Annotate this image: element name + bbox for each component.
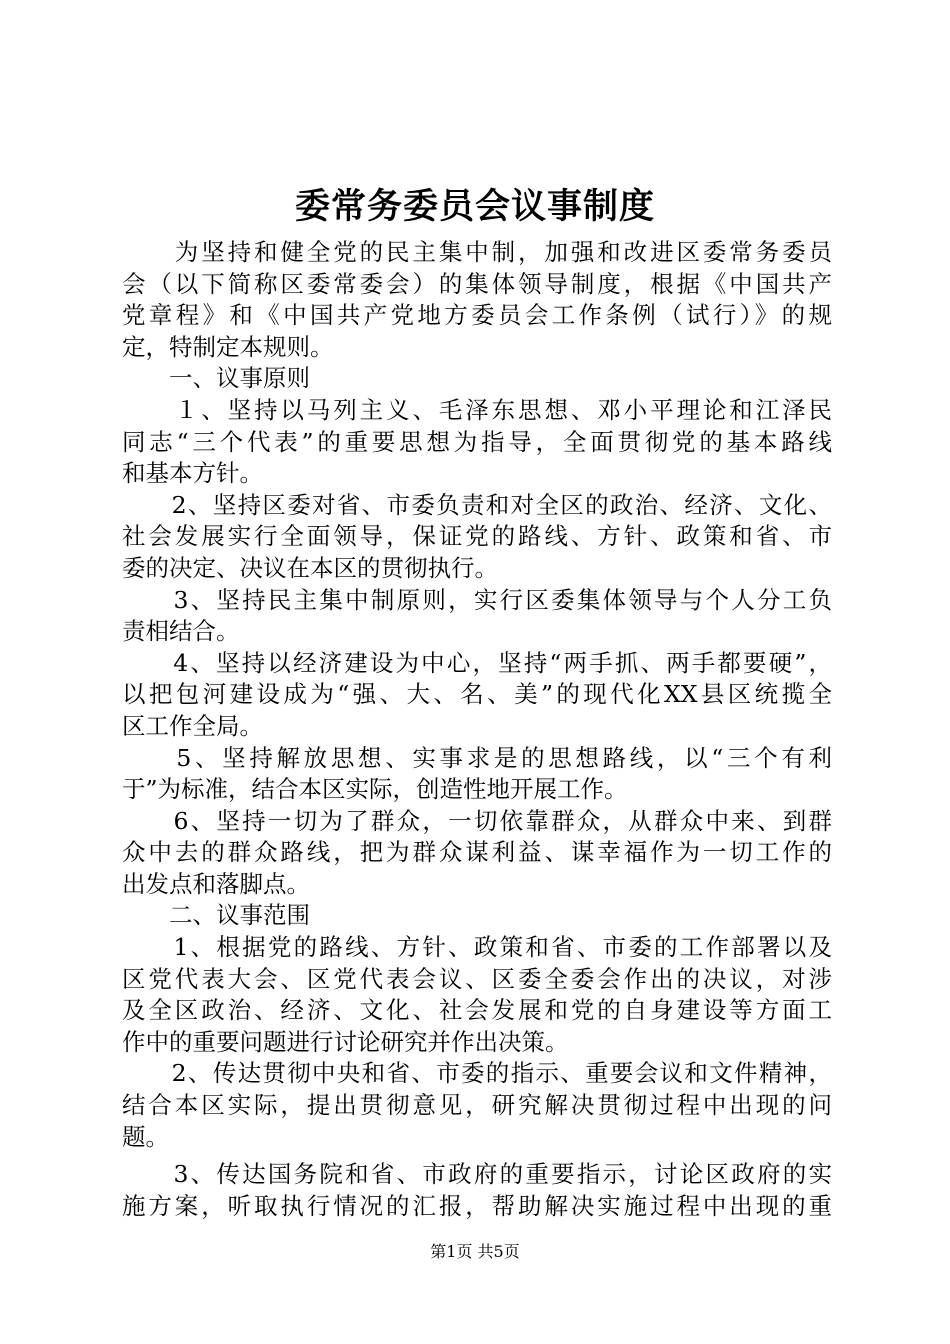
body-line: 于”为标准，结合本区实际，创造性地开展工作。 bbox=[122, 775, 628, 804]
document-body bbox=[122, 237, 832, 1222]
body-line: 社会发展实行全面领导，保证党的路线、方针、政策和省、市 bbox=[122, 522, 832, 551]
body-line: 会（以下简称区委常委会）的集体领导制度，根据《中国共产 bbox=[122, 269, 832, 298]
body-line: 出发点和落脚点。 bbox=[122, 869, 310, 898]
body-line: 委的决定、决议在本区的贯彻执行。 bbox=[122, 553, 498, 582]
body-line: 施方案，听取执行情况的汇报，帮助解决实施过程中出现的重 bbox=[122, 1191, 832, 1220]
document-title: 委常务委员会议事制度 bbox=[294, 186, 655, 227]
section-heading: 二、议事范围 bbox=[122, 901, 310, 930]
body-line: 3、传达国务院和省、市政府的重要指示，讨论区政府的实 bbox=[122, 1160, 832, 1189]
body-line: 众中去的群众路线，把为群众谋利益、谋幸福作为一切工作的 bbox=[122, 838, 832, 867]
body-line: 区党代表大会、区党代表会议、区委全委会作出的决议，对涉 bbox=[122, 964, 832, 993]
body-line: 题。 bbox=[122, 1122, 169, 1151]
body-line: 同志“三个代表”的重要思想为指导，全面贯彻党的基本路线 bbox=[122, 427, 832, 456]
body-line: 3、坚持民主集中制原则，实行区委集体领导与个人分工负 bbox=[122, 585, 832, 614]
body-line: 以把包河建设成为“强、大、名、美”的现代化XX县区统揽全 bbox=[122, 680, 832, 709]
body-line: 1、根据党的路线、方针、政策和省、市委的工作部署以及 bbox=[122, 933, 832, 962]
body-line: １、坚持以马列主义、毛泽东思想、邓小平理论和江泽民 bbox=[122, 395, 832, 424]
body-line: 作中的重要问题进行讨论研究并作出决策。 bbox=[122, 1027, 569, 1056]
body-line: 党章程》和《中国共产党地方委员会工作条例（试行）》的规 bbox=[122, 301, 832, 330]
body-line: 6、坚持一切为了群众，一切依靠群众，从群众中来、到群 bbox=[122, 806, 832, 835]
body-line: 2、坚持区委对省、市委负责和对全区的政治、经济、文化、 bbox=[122, 490, 832, 519]
body-line: 为坚持和健全党的民主集中制，加强和改进区委常务委员 bbox=[122, 238, 832, 266]
body-line: 2、传达贯彻中央和省、市委的指示、重要会议和文件精神， bbox=[122, 1059, 832, 1088]
body-line: 5、坚持解放思想、实事求是的思想路线，以“三个有利 bbox=[122, 743, 832, 772]
section-heading: 一、议事原则 bbox=[122, 364, 310, 393]
body-line: 结合本区实际，提出贯彻意见，研究解决贯彻过程中出现的问 bbox=[122, 1091, 832, 1120]
body-line: 及全区政治、经济、文化、社会发展和党的自身建设等方面工 bbox=[122, 996, 832, 1025]
page-number: 第1页 共5页 bbox=[430, 1242, 520, 1261]
body-line: 和基本方针。 bbox=[122, 459, 263, 488]
body-line: 4、坚持以经济建设为中心，坚持“两手抓、两手都要硬”， bbox=[122, 648, 832, 677]
body-line: 责相结合。 bbox=[122, 617, 240, 646]
body-line: 区工作全局。 bbox=[122, 711, 263, 740]
body-line: 定，特制定本规则。 bbox=[122, 332, 334, 361]
